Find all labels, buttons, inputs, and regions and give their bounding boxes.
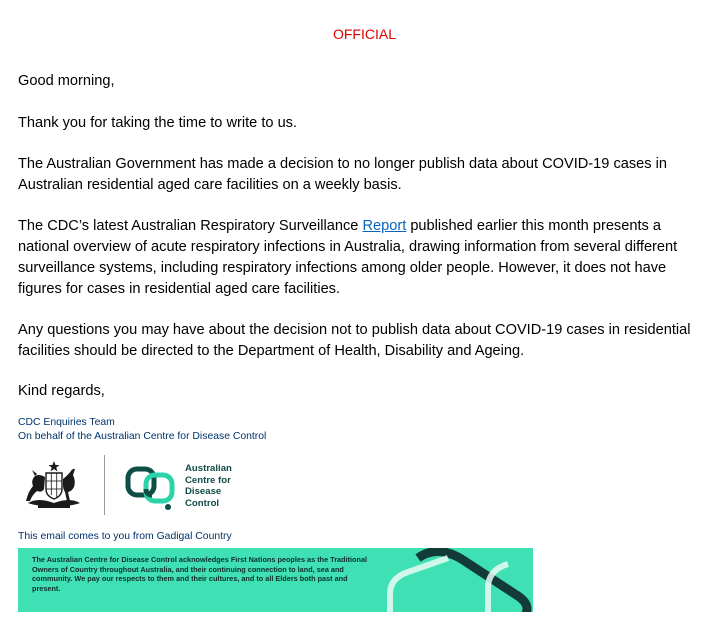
acdc-wordmark-line: Control: [185, 497, 220, 509]
acdc-logo-wordmark: [185, 463, 232, 509]
signature-team: CDC Enquiries Team: [18, 417, 115, 428]
classification-label: OFFICIAL: [332, 26, 396, 42]
signature-on-behalf: On behalf of the Australian Centre for Disease Control: [18, 431, 267, 442]
signature-logo-block: [18, 455, 258, 517]
report-paragraph-intro: The CDC’s latest Australian Respiratory Surveillance: [18, 218, 363, 234]
questions-paragraph: Any questions you may have about the decision not to publish data about COVID-19 cases in residential facilities should be directed to the Department of Health, Disability and Ageing.: [18, 322, 691, 359]
report-paragraph: [18, 216, 698, 300]
acknowledgement-banner: [18, 548, 533, 612]
greeting: Good morning,: [18, 73, 115, 89]
acdc-wordmark-line: Centre for: [185, 474, 231, 486]
report-link[interactable]: Report: [362, 218, 407, 234]
thanks-line: Thank you for taking the time to write to us.: [18, 115, 298, 131]
report-paragraph-rest: published earlier this month presents a national overview of acute respiratory infections in Australia, drawing information from several different surveillance systems, including respiratory infections among older people. However, it does not have figures for cases in residential aged care facilities.: [18, 218, 678, 297]
sign-off: Kind regards,: [18, 383, 105, 399]
acdc-wordmark-line: Australian: [185, 463, 232, 474]
decision-paragraph: The Australian Government has made a decision to no longer publish data about COVID-19 cases in Australian residential aged care facilities on a weekly basis.: [18, 156, 667, 193]
commonwealth-coat-of-arms-icon: [18, 459, 90, 511]
acdc-logo-mark-icon: [124, 463, 180, 511]
logo-divider: [104, 455, 105, 515]
acknowledgement-text: The Australian Centre for Disease Control acknowledges First Nations peoples as the Traditional Owners of Country throughout Australia, and their continuing connection to land, sea and community. We pay our respects to them and their cultures, and to all Elders both past and present.: [32, 555, 368, 593]
country-line: This email comes to you from Gadigal Country: [18, 531, 232, 542]
acdc-wordmark-line: Disease: [185, 486, 222, 497]
